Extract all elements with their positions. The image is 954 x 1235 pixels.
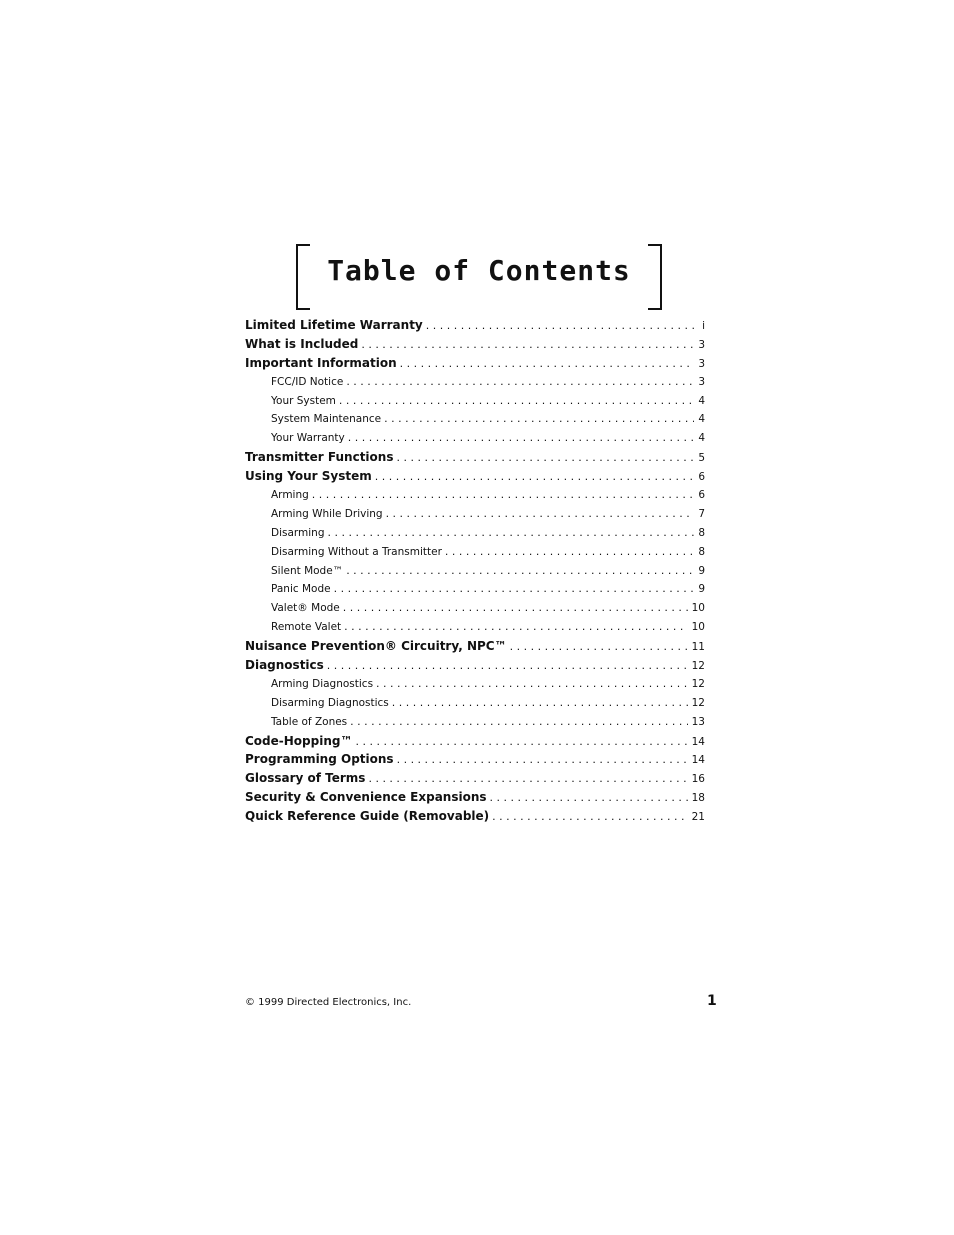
copyright-notice: © 1999 Directed Electronics, Inc. (245, 997, 412, 1008)
toc-entry-title: Nuisance Prevention® Circuitry, NPC™ (245, 639, 507, 654)
page-title: Table of Contents (327, 254, 631, 287)
table-of-contents (245, 318, 705, 828)
toc-entry-title: What is Included (245, 336, 359, 351)
toc-entry[interactable] (245, 356, 705, 375)
dot-leader (346, 564, 694, 577)
page-number: 1 (707, 993, 717, 1009)
toc-entry[interactable] (245, 545, 705, 564)
toc-entry-page: 21 (691, 811, 705, 824)
toc-entry-page: 9 (698, 583, 705, 596)
dot-leader (312, 488, 695, 501)
toc-entry-page: 9 (698, 564, 705, 577)
toc-entry[interactable] (245, 450, 705, 469)
toc-entry-page: 6 (698, 489, 705, 502)
dot-leader (343, 601, 688, 614)
toc-entry-title: Quick Reference Guide (Removable) (245, 809, 490, 824)
dot-leader (355, 735, 687, 748)
toc-entry[interactable] (245, 375, 705, 394)
dot-leader (346, 375, 694, 388)
toc-entry[interactable] (245, 752, 705, 771)
toc-entry[interactable] (245, 412, 705, 431)
dot-leader (376, 677, 688, 690)
toc-entry-page: 16 (691, 773, 705, 786)
toc-entry[interactable] (245, 318, 705, 337)
dot-leader (386, 507, 695, 520)
toc-entry-page: 14 (691, 754, 705, 767)
dot-leader (368, 772, 687, 785)
toc-entry-title: Limited Lifetime Warranty (245, 318, 423, 332)
toc-entry-page: i (702, 320, 705, 332)
toc-entry-page: 14 (691, 735, 705, 748)
toc-entry-page: 8 (698, 545, 705, 558)
dot-leader (426, 319, 698, 332)
toc-entry[interactable] (245, 526, 705, 545)
toc-entry[interactable] (245, 771, 705, 790)
toc-entry-page: 11 (691, 641, 705, 654)
dot-leader (490, 791, 688, 804)
toc-entry-page: 12 (691, 696, 705, 709)
toc-entry[interactable] (245, 564, 705, 583)
toc-entry-page: 18 (691, 792, 705, 805)
toc-entry[interactable] (245, 734, 705, 753)
toc-entry[interactable] (245, 488, 705, 507)
toc-entry-page: 3 (698, 338, 705, 351)
toc-entry-title: Code-Hopping™ (245, 733, 353, 748)
toc-entry-title: Arming Diagnostics (271, 677, 374, 690)
dot-leader (397, 753, 688, 766)
toc-entry-title: Important Information (245, 355, 397, 370)
toc-entry-title: Table of Zones (271, 715, 348, 728)
dot-leader (339, 394, 694, 407)
toc-entry[interactable] (245, 790, 705, 809)
toc-entry-page: 3 (698, 375, 705, 388)
toc-entry[interactable] (245, 337, 705, 356)
toc-entry[interactable] (245, 620, 705, 639)
toc-entry-page: 10 (691, 621, 705, 634)
toc-entry-title: Your Warranty (271, 432, 345, 445)
toc-entry-title: Using Your System (245, 469, 372, 484)
toc-entry-title: Remote Valet (271, 621, 342, 634)
toc-entry-title: Arming (271, 489, 309, 502)
toc-entry-page: 3 (698, 357, 705, 370)
toc-entry-page: 12 (691, 677, 705, 690)
dot-leader (400, 357, 695, 370)
toc-entry-page: 4 (698, 394, 705, 407)
toc-entry[interactable] (245, 715, 705, 734)
toc-entry-title: System Maintenance (271, 413, 382, 426)
toc-entry[interactable] (245, 469, 705, 488)
toc-entry-title: Glossary of Terms (245, 771, 366, 786)
dot-leader (510, 640, 688, 653)
toc-entry[interactable] (245, 582, 705, 601)
toc-entry[interactable] (245, 601, 705, 620)
toc-entry-title: Transmitter Functions (245, 450, 394, 465)
dot-leader (392, 696, 688, 709)
toc-entry-title: Your System (271, 394, 336, 407)
toc-entry-page: 10 (691, 602, 705, 615)
toc-entry-page: 12 (691, 660, 705, 673)
toc-entry-title: Silent Mode™ (271, 564, 344, 577)
toc-entry-title: Diagnostics (245, 658, 324, 673)
toc-entry-title: Arming While Driving (271, 507, 383, 520)
toc-entry-page: 13 (691, 715, 705, 728)
dot-leader (327, 659, 688, 672)
dot-leader (350, 715, 687, 728)
toc-entry[interactable] (245, 394, 705, 413)
dot-leader (348, 431, 695, 444)
toc-entry-page: 4 (698, 413, 705, 426)
toc-entry[interactable] (245, 507, 705, 526)
dot-leader (328, 526, 695, 539)
toc-entry[interactable] (245, 431, 705, 450)
toc-entry[interactable] (245, 639, 705, 658)
right-bracket (648, 244, 662, 310)
toc-entry-title: Security & Convenience Expansions (245, 790, 487, 805)
dot-leader (334, 582, 695, 595)
dot-leader (375, 470, 695, 483)
dot-leader (492, 810, 687, 823)
toc-entry-page: 4 (698, 432, 705, 445)
toc-entry[interactable] (245, 658, 705, 677)
toc-entry[interactable] (245, 696, 705, 715)
dot-leader (361, 338, 694, 351)
dot-leader (384, 412, 694, 425)
toc-entry-page: 7 (698, 507, 705, 520)
toc-entry[interactable] (245, 677, 705, 696)
toc-entry-title: Panic Mode (271, 583, 331, 596)
toc-entry-title: Programming Options (245, 752, 394, 767)
title-block (296, 244, 662, 312)
dot-leader (396, 451, 694, 464)
toc-entry-page: 8 (698, 526, 705, 539)
dot-leader (445, 545, 694, 558)
dot-leader (344, 620, 687, 633)
toc-entry[interactable] (245, 809, 705, 828)
toc-entry-page: 6 (698, 471, 705, 484)
toc-entry-title: Valet® Mode (271, 602, 340, 615)
toc-entry-title: Disarming Without a Transmitter (271, 545, 442, 558)
toc-entry-title: FCC/ID Notice (271, 375, 344, 388)
toc-entry-title: Disarming Diagnostics (271, 696, 389, 709)
toc-entry-title: Disarming (271, 526, 325, 539)
toc-entry-page: 5 (698, 452, 705, 465)
